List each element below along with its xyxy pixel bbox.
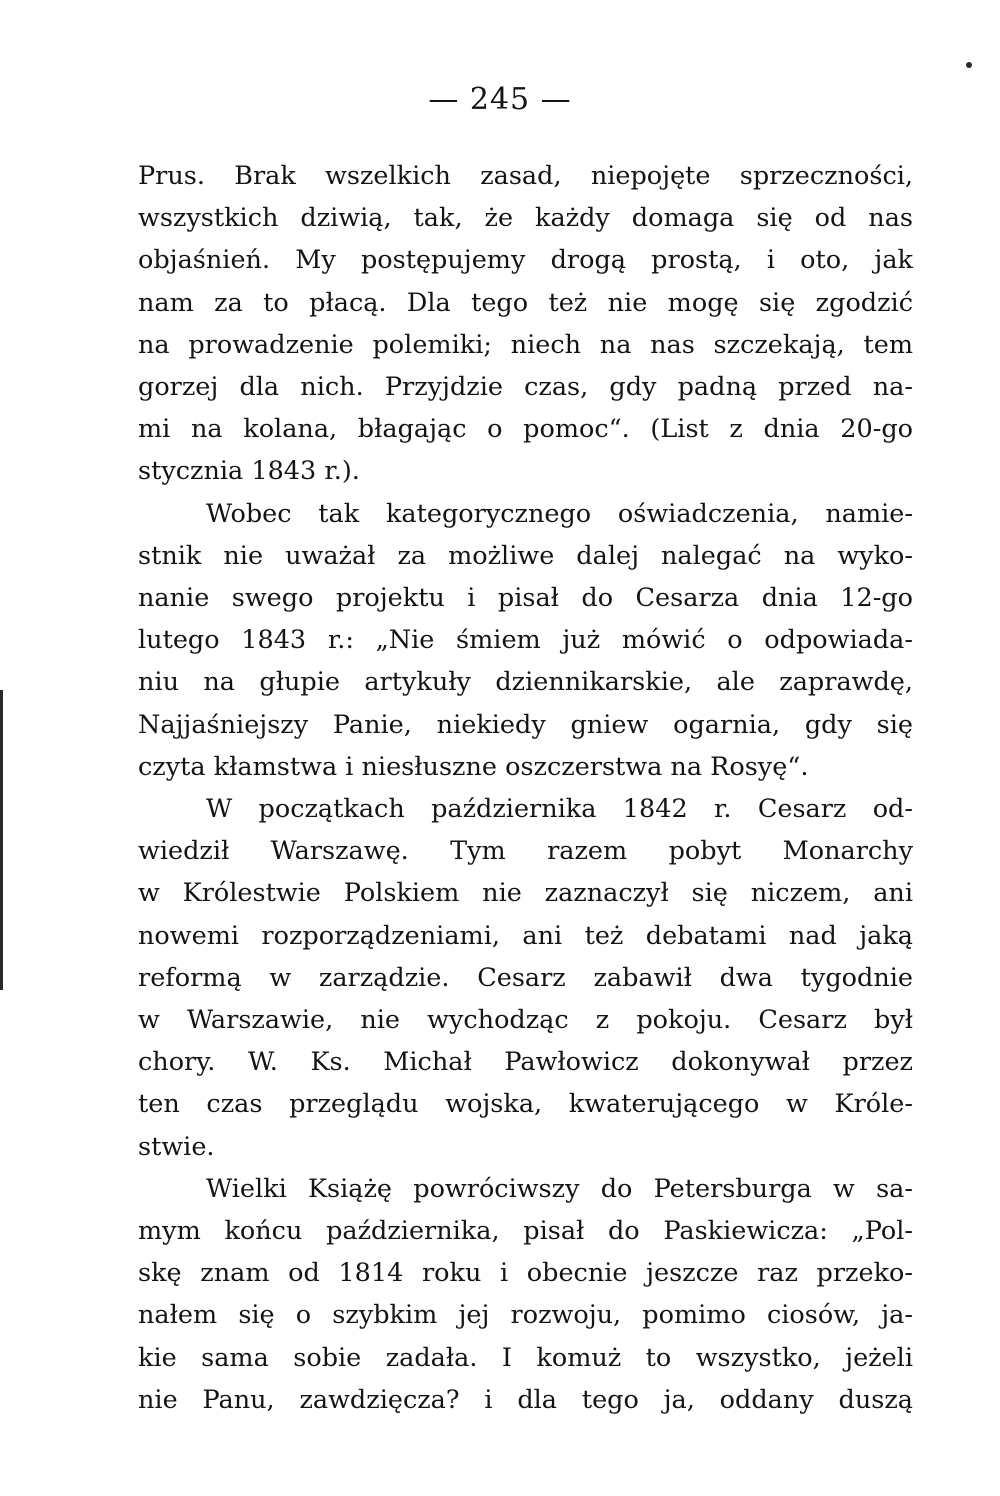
body-text bbox=[138, 155, 913, 1421]
text-line: Najjaśniejszy Panie, niekiedy gniew ogarnia, gdy się bbox=[138, 709, 913, 740]
page-speck bbox=[966, 62, 972, 68]
text-line: W początkach października 1842 r. Cesarz od- bbox=[206, 794, 913, 825]
text-line: mym końcu października, pisał do Paskiewicza: „Pol- bbox=[138, 1216, 913, 1247]
paragraph-2 bbox=[138, 493, 913, 788]
text-line: nanie swego projektu i pisał do Cesarza dnia 12-go bbox=[138, 583, 913, 614]
text-line: gorzej dla nich. Przyjdzie czas, gdy padną przed na- bbox=[138, 372, 913, 403]
text-line: mi na kolana, błagając o pomoc“. (List z dnia 20-go bbox=[138, 414, 913, 445]
text-line: stnik nie uważał za możliwe dalej nalegać na wyko- bbox=[138, 540, 913, 571]
text-line: chory. W. Ks. Michał Pawłowicz dokonywał przez bbox=[138, 1047, 913, 1078]
paragraph-4 bbox=[138, 1168, 913, 1421]
text-line: wszystkich dziwią, tak, że każdy domaga się od nas bbox=[138, 203, 913, 234]
text-line: w Warszawie, nie wychodząc z pokoju. Cesarz był bbox=[138, 1005, 913, 1036]
text-line: lutego 1843 r.: „Nie śmiem już mówić o odpowiada- bbox=[138, 625, 913, 656]
text-line: niu na głupie artykuły dziennikarskie, ale zaprawdę, bbox=[138, 667, 913, 698]
text-line: czyta kłamstwa i niesłuszne oszczerstwa na Rosyę“. bbox=[138, 751, 809, 782]
text-line: wiedził Warszawę. Tym razem pobyt Monarchy bbox=[138, 836, 913, 867]
text-line: Wielki Książę powróciwszy do Petersburga w sa- bbox=[206, 1173, 913, 1204]
text-line: Prus. Brak wszelkich zasad, niepojęte sprzeczności, bbox=[138, 161, 913, 191]
text-line: nałem się o szybkim jej rozwoju, pomimo ciosów, ja- bbox=[138, 1300, 913, 1331]
paragraph-3 bbox=[138, 788, 913, 1168]
text-line: ten czas przeglądu wojska, kwaterującego w Króle- bbox=[138, 1089, 913, 1120]
text-line: Wobec tak kategorycznego oświadczenia, namie- bbox=[206, 498, 913, 529]
text-line: nowemi rozporządzeniami, ani też debatami nad jaką bbox=[138, 920, 913, 951]
text-line: skę znam od 1814 roku i obecnie jeszcze raz przeko- bbox=[138, 1258, 913, 1289]
text-line: objaśnień. My postępujemy drogą prostą, i oto, jak bbox=[138, 245, 913, 276]
paragraph-1 bbox=[138, 155, 913, 493]
text-line: stycznia 1843 r.). bbox=[138, 456, 360, 487]
text-line: kie sama sobie zadała. I komuż to wszystko, jeżeli bbox=[138, 1342, 913, 1373]
page-number: — 245 — bbox=[428, 82, 572, 117]
text-line: stwie. bbox=[138, 1131, 215, 1162]
text-line: reformą w zarządzie. Cesarz zabawił dwa tygodnie bbox=[138, 962, 913, 993]
text-line: nam za to płacą. Dla tego też nie mogę się zgodzić bbox=[138, 287, 913, 318]
binding-edge-mark bbox=[0, 690, 3, 990]
text-line: w Królestwie Polskiem nie zaznaczył się niczem, ani bbox=[138, 878, 913, 909]
text-line: nie Panu, zawdzięcza? i dla tego ja, oddany duszą bbox=[138, 1384, 913, 1415]
text-line: na prowadzenie polemiki; niech na nas szczekają, tem bbox=[138, 329, 913, 360]
